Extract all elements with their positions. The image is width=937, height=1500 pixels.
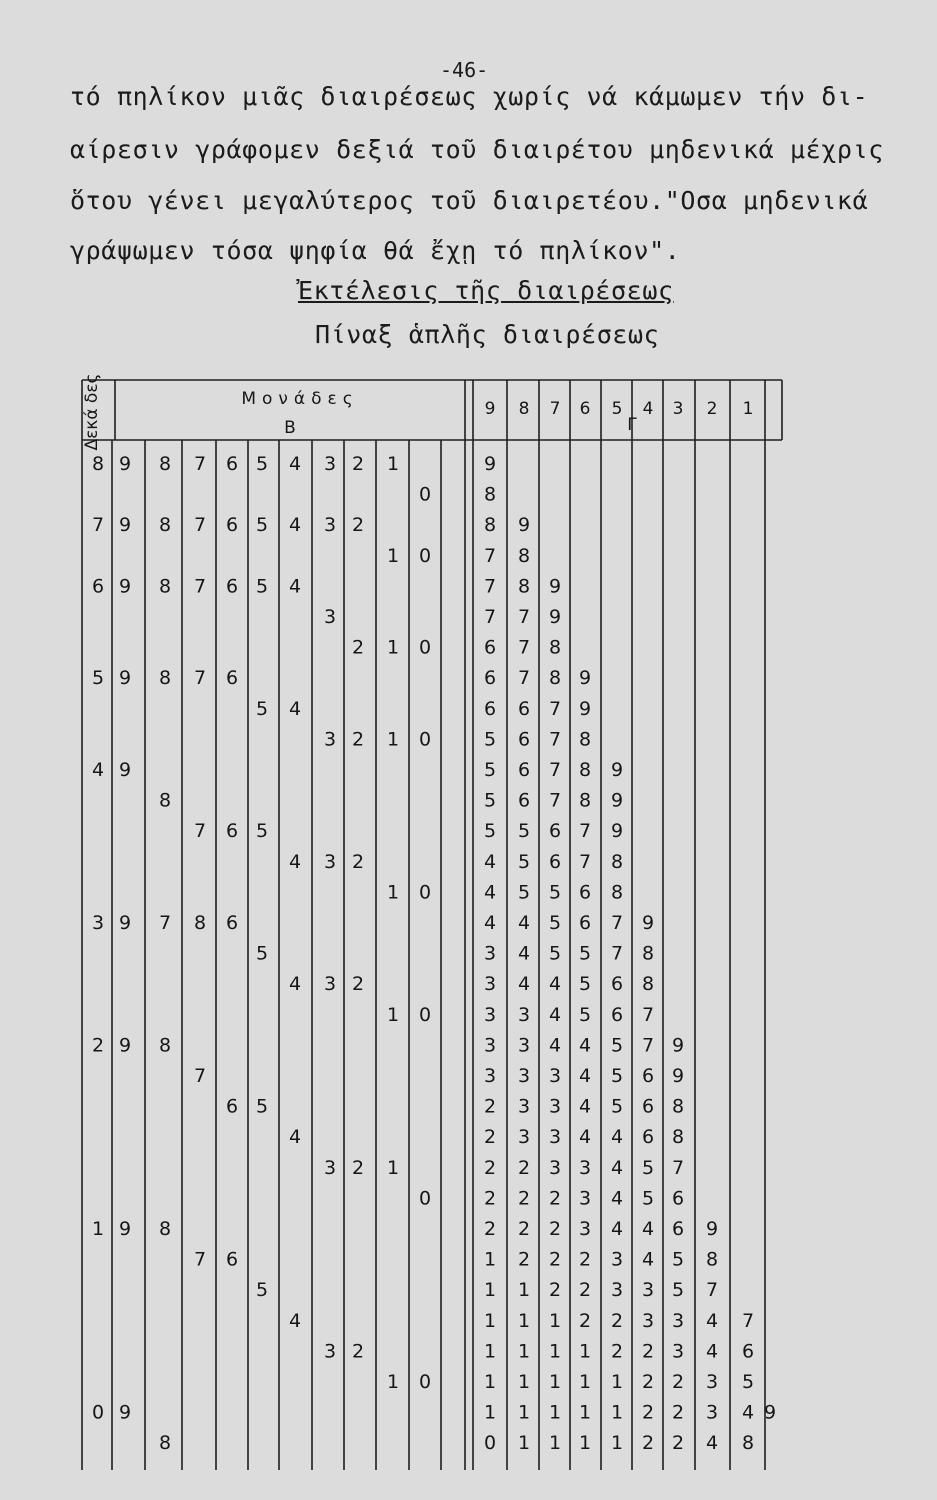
table-cell-right: 1 [548,1340,562,1363]
table-cell-right: 1 [483,1248,497,1271]
table-cell-right: 8 [578,789,592,812]
table-cell-right: 8 [671,1095,685,1118]
table-cell-left: 7 [193,514,207,537]
table-cell-left: 6 [225,514,239,537]
table-cell-left: 0 [418,636,432,659]
table-cell-right: 4 [483,912,497,934]
table-cell-right: 5 [548,942,562,965]
table-cell-left: 3 [323,514,337,537]
table-cell-right: 3 [671,1340,685,1363]
table-cell-right: 5 [483,820,497,843]
table-cell-left: 7 [193,575,207,598]
table-cell-right: 4 [483,850,497,873]
table-cell-right: 9 [483,453,497,475]
table-cell-right: 5 [610,1034,624,1057]
table-cell-left: 5 [255,697,269,720]
table-cell-right: 4 [548,1034,562,1057]
table-cell-right: 7 [548,728,562,751]
table-cell-right: 6 [517,697,531,720]
table-cell-right: 7 [641,1034,655,1057]
table-cell-left: 4 [288,453,302,475]
table-cell-left: 9 [118,667,132,690]
table-cell-right: 5 [483,759,497,781]
table-cell-left: 3 [323,1156,337,1179]
table-cell-left: 4 [288,575,302,598]
table-cell-left: 6 [91,575,105,598]
table-cell-right: 5 [610,1065,624,1087]
table-cell-right: 3 [578,1187,592,1210]
table-cell-right: 3 [578,1156,592,1179]
table-cell-left: 1 [386,1371,400,1393]
table-cell-left: 8 [158,1218,172,1240]
table-cell-left: 1 [386,881,400,904]
table-cell-right: 5 [578,1003,592,1026]
table-cell-left: 1 [91,1218,105,1240]
table-cell-right: 7 [578,850,592,873]
table-cell-left: 9 [118,1034,132,1057]
table-cell-right: 3 [548,1065,562,1087]
table-cell-right: 4 [548,973,562,996]
table-cell-left: 1 [386,453,400,475]
table-cell-right: 3 [548,1156,562,1179]
table-cell-right: 4 [517,912,531,934]
table-cell-right: 6 [483,697,497,720]
table-cell-right: 5 [671,1248,685,1271]
table-cell-right: 9 [641,912,655,934]
table-cell-right: 3 [705,1371,719,1393]
right-header-cell: 8 [518,399,530,419]
table-cell-right: 2 [671,1371,685,1393]
table-cell-right: 2 [671,1401,685,1424]
table-cell-left: 6 [225,1248,239,1271]
table-cell-right: 9 [610,820,624,843]
table-cell-right: 7 [610,912,624,934]
table-cell-left: 2 [351,514,365,537]
table-cell-right: 1 [578,1371,592,1393]
table-cell-right: 1 [517,1432,531,1455]
table-cell-left: 9 [118,575,132,598]
table-cell-right: 1 [517,1371,531,1393]
right-header-cell: 1 [742,399,754,419]
table-cell-right: 8 [741,1432,755,1455]
table-cell-left: 2 [351,453,365,475]
header-dekades: Δεκά δες [82,373,102,451]
table-cell-left: 3 [91,912,105,934]
table-cell-right: 1 [548,1432,562,1455]
table-cell-right: 6 [671,1187,685,1210]
table-cell-left: 8 [158,1034,172,1057]
table-cell-left: 8 [158,575,172,598]
table-cell-right: 7 [517,667,531,690]
table-cell-right: 3 [483,973,497,996]
table-cell-right: 6 [641,1126,655,1149]
table-cell-right: 4 [517,942,531,965]
table-cell-left: 6 [225,820,239,843]
right-header-cell: 4 [642,399,654,419]
table-cell-right: 1 [578,1340,592,1363]
paragraph-line-2: αίρεσιν γράφομεν δεξιά τοῦ διαιρέτου μηδενικά μέχρις [70,135,884,164]
table-cell-right: 1 [578,1401,592,1424]
table-cell-right: 8 [483,483,497,506]
table-cell-right: 6 [641,1065,655,1087]
table-cell-right: 2 [641,1432,655,1455]
table-cell-right: 3 [548,1095,562,1118]
table-cell-right: 3 [517,1034,531,1057]
table-cell-right: 5 [671,1279,685,1302]
right-header-cell: 2 [706,399,718,419]
table-cell-right: 9 [578,697,592,720]
table-cell-right: 7 [548,697,562,720]
table-cell-right: 3 [517,1095,531,1118]
table-cell-right: 2 [483,1095,497,1118]
table-cell-left: 8 [158,667,172,690]
table-cell-left: 8 [193,912,207,934]
table-cell-right: 6 [548,820,562,843]
table-cell-right: 6 [671,1218,685,1240]
table-cell-right: 2 [483,1218,497,1240]
paragraph-line-4: γράψωμεν τόσα ψηφία θά ἔχῃ τό πηλίκον". [70,236,681,265]
table-cell-right: 1 [483,1401,497,1424]
table-cell-right: 7 [741,1309,755,1332]
table-cell-left: 7 [158,912,172,934]
table-cell-right: 5 [641,1187,655,1210]
table-cell-right: 6 [517,789,531,812]
table-cell-right: 5 [741,1371,755,1393]
section-title: Ἐκτέλεσις τῆς διαιρέσεως [298,276,674,305]
table-cell-right: 6 [641,1095,655,1118]
table-cell-left: 3 [323,973,337,996]
table-cell-right: 4 [641,1248,655,1271]
table-cell-right: 2 [610,1309,624,1332]
table-cell-right: 6 [610,1003,624,1026]
table-cell-right: 2 [517,1187,531,1210]
table-cell-left: 9 [118,453,132,475]
table-cell-right: 5 [483,789,497,812]
header-gamma: Γ [627,415,637,435]
table-cell-left: 7 [193,820,207,843]
table-cell-right: 2 [483,1126,497,1149]
table-cell-right: 0 [483,1432,497,1455]
table-cell-right: 7 [517,606,531,628]
table-cell-right: 5 [517,820,531,843]
header-b: B [284,418,296,438]
table-cell-right: 1 [610,1401,624,1424]
table-cell-right: 4 [741,1401,755,1424]
table-cell-right: 6 [578,912,592,934]
table-cell-right: 3 [517,1003,531,1026]
table-cell-right: 7 [517,636,531,659]
table-cell-right: 2 [578,1279,592,1302]
paragraph-line-3: ὅτου γένει μεγαλύτερος τοῦ διαιρετέου."Οσα μηδενικά [70,186,869,215]
table-cell-right: 9 [610,759,624,781]
table-cell-left: 6 [225,1095,239,1118]
table-cell-left: 5 [255,1279,269,1302]
paragraph-line-1: τό πηλίκον μιᾶς διαιρέσεως χωρίς νά κάμωμεν τήν δι- [70,82,869,111]
table-cell-right: 1 [578,1432,592,1455]
table-cell-right: 4 [578,1126,592,1149]
table-cell-left: 5 [255,453,269,475]
table-cell-left: 2 [351,973,365,996]
table-cell-left: 0 [418,728,432,751]
table-cell-right: 4 [483,881,497,904]
table-cell-right: 9 [763,1401,777,1424]
table-cell-right: 3 [517,1126,531,1149]
table-cell-right: 7 [610,942,624,965]
table-cell-left: 8 [158,1432,172,1455]
table-cell-left: 6 [225,575,239,598]
table-cell-right: 7 [671,1156,685,1179]
table-cell-right: 8 [610,881,624,904]
table-cell-left: 2 [91,1034,105,1057]
right-header-cell: 7 [549,399,561,419]
table-cell-right: 7 [483,606,497,628]
header-monades: Μονάδες [241,389,359,409]
page-number: -46- [440,58,489,82]
table-cell-right: 1 [517,1401,531,1424]
table-cell-right: 6 [610,973,624,996]
table-cell-left: 3 [323,606,337,628]
table-cell-right: 5 [483,728,497,751]
table-cell-right: 5 [610,1095,624,1118]
table-cell-right: 1 [483,1279,497,1302]
table-cell-right: 2 [483,1156,497,1179]
table-cell-right: 8 [641,942,655,965]
table-cell-right: 5 [641,1156,655,1179]
table-cell-right: 1 [548,1309,562,1332]
table-cell-right: 2 [517,1156,531,1179]
table-cell-right: 9 [548,575,562,598]
table-cell-right: 2 [578,1309,592,1332]
table-cell-left: 4 [288,1309,302,1332]
table-cell-right: 3 [705,1401,719,1424]
table-title: Πίναξ ἁπλῆς διαιρέσεως [315,320,660,349]
table-cell-right: 4 [578,1095,592,1118]
right-header-cell: 3 [672,399,684,419]
table-cell-right: 1 [548,1371,562,1393]
table-cell-right: 6 [548,850,562,873]
table-cell-left: 9 [118,1218,132,1240]
table-cell-right: 8 [517,575,531,598]
table-cell-left: 5 [255,514,269,537]
table-cell-right: 5 [578,942,592,965]
table-cell-right: 6 [578,881,592,904]
table-cell-right: 6 [483,667,497,690]
table-cell-right: 4 [641,1218,655,1240]
table-cell-left: 2 [351,636,365,659]
table-cell-right: 8 [483,514,497,537]
table-cell-right: 1 [610,1432,624,1455]
table-cell-right: 2 [517,1218,531,1240]
table-cell-right: 9 [671,1065,685,1087]
table-cell-right: 8 [548,667,562,690]
table-cell-right: 5 [578,973,592,996]
table-cell-left: 9 [118,514,132,537]
table-cell-left: 4 [91,759,105,781]
table-cell-left: 3 [323,850,337,873]
table-cell-left: 1 [386,636,400,659]
table-cell-right: 4 [610,1218,624,1240]
table-cell-right: 2 [548,1218,562,1240]
right-header-cell: 5 [611,399,623,419]
table-cell-left: 4 [288,514,302,537]
table-cell-right: 3 [578,1218,592,1240]
table-cell-left: 7 [193,1248,207,1271]
table-cell-left: 2 [351,1156,365,1179]
table-cell-right: 9 [610,789,624,812]
table-cell-left: 1 [386,1003,400,1026]
table-cell-right: 2 [641,1401,655,1424]
table-cell-right: 2 [548,1279,562,1302]
table-cell-right: 4 [548,1003,562,1026]
table-cell-right: 7 [705,1279,719,1302]
table-cell-right: 7 [483,544,497,567]
table-cell-right: 2 [483,1187,497,1210]
table-cell-right: 9 [548,606,562,628]
table-cell-right: 7 [548,759,562,781]
table-cell-right: 3 [517,1065,531,1087]
table-cell-right: 8 [578,759,592,781]
table-cell-left: 6 [225,453,239,475]
table-cell-right: 8 [517,544,531,567]
table-cell-right: 4 [705,1309,719,1332]
table-cell-left: 0 [418,483,432,506]
table-cell-right: 8 [610,850,624,873]
table-cell-right: 7 [578,820,592,843]
table-cell-right: 3 [610,1248,624,1271]
table-cell-left: 0 [91,1401,105,1424]
table-cell-right: 3 [610,1279,624,1302]
table-cell-right: 1 [548,1401,562,1424]
table-cell-left: 5 [255,820,269,843]
table-cell-right: 6 [517,728,531,751]
table-cell-left: 8 [158,789,172,812]
table-cell-right: 3 [671,1309,685,1332]
table-cell-right: 1 [610,1371,624,1393]
table-cell-right: 3 [483,942,497,965]
table-cell-right: 8 [671,1126,685,1149]
table-cell-right: 4 [610,1126,624,1149]
table-cell-left: 8 [91,453,105,475]
table-cell-left: 9 [118,759,132,781]
table-cell-right: 3 [548,1126,562,1149]
table-cell-right: 7 [548,789,562,812]
table-cell-left: 1 [386,728,400,751]
table-cell-left: 6 [225,667,239,690]
table-cell-left: 7 [91,514,105,537]
table-cell-left: 8 [158,453,172,475]
table-cell-left: 1 [386,544,400,567]
table-cell-right: 1 [517,1340,531,1363]
table-cell-left: 3 [323,728,337,751]
table-cell-right: 8 [641,973,655,996]
table-cell-left: 6 [225,912,239,934]
table-cell-right: 2 [671,1432,685,1455]
table-cell-left: 4 [288,973,302,996]
table-cell-left: 2 [351,728,365,751]
table-cell-right: 3 [641,1309,655,1332]
table-cell-left: 7 [193,1065,207,1087]
table-cell-right: 1 [483,1371,497,1393]
table-cell-left: 2 [351,850,365,873]
table-cell-right: 4 [705,1432,719,1455]
right-header-cell: 6 [579,399,591,419]
table-cell-left: 5 [255,942,269,965]
table-cell-right: 1 [483,1340,497,1363]
table-cell-right: 2 [548,1187,562,1210]
table-cell-left: 1 [386,1156,400,1179]
table-cell-left: 0 [418,1187,432,1210]
table-cell-left: 0 [418,1371,432,1393]
table-cell-right: 9 [705,1218,719,1240]
table-cell-left: 5 [255,1095,269,1118]
table-cell-left: 2 [351,1340,365,1363]
table-cell-right: 9 [671,1034,685,1057]
table-cell-right: 3 [641,1279,655,1302]
table-cell-left: 8 [158,514,172,537]
table-cell-left: 7 [193,667,207,690]
table-cell-right: 3 [483,1034,497,1057]
table-cell-right: 2 [517,1248,531,1271]
table-cell-right: 5 [548,881,562,904]
table-cell-right: 1 [517,1279,531,1302]
table-cell-right: 7 [483,575,497,598]
table-cell-right: 3 [483,1003,497,1026]
table-cell-left: 3 [323,453,337,475]
table-cell-right: 7 [641,1003,655,1026]
table-cell-left: 0 [418,881,432,904]
table-cell-right: 6 [483,636,497,659]
table-cell-right: 2 [578,1248,592,1271]
table-cell-left: 0 [418,1003,432,1026]
table-cell-right: 5 [548,912,562,934]
table-cell-right: 8 [705,1248,719,1271]
table-cell-right: 4 [578,1065,592,1087]
table-cell-right: 4 [705,1340,719,1363]
table-cell-right: 4 [517,973,531,996]
table-cell-right: 9 [517,514,531,537]
table-cell-right: 3 [483,1065,497,1087]
table-cell-right: 8 [548,636,562,659]
table-cell-right: 2 [641,1371,655,1393]
table-cell-left: 4 [288,1126,302,1149]
table-cell-right: 6 [517,759,531,781]
table-cell-right: 6 [741,1340,755,1363]
table-cell-right: 5 [517,881,531,904]
table-cell-right: 2 [610,1340,624,1363]
table-cell-left: 3 [323,1340,337,1363]
table-cell-left: 0 [418,544,432,567]
table-cell-right: 4 [610,1156,624,1179]
table-cell-right: 9 [578,667,592,690]
table-cell-right: 1 [483,1309,497,1332]
right-header-cell: 9 [484,399,496,419]
table-cell-right: 1 [517,1309,531,1332]
table-cell-left: 4 [288,697,302,720]
table-cell-right: 5 [517,850,531,873]
table-cell-right: 8 [578,728,592,751]
table-cell-left: 9 [118,1401,132,1424]
table-cell-right: 2 [641,1340,655,1363]
table-cell-left: 5 [255,575,269,598]
table-cell-left: 4 [288,850,302,873]
table-cell-right: 4 [610,1187,624,1210]
table-cell-left: 7 [193,453,207,475]
table-cell-left: 5 [91,667,105,690]
table-cell-right: 2 [548,1248,562,1271]
table-cell-left: 9 [118,912,132,934]
table-cell-right: 4 [578,1034,592,1057]
